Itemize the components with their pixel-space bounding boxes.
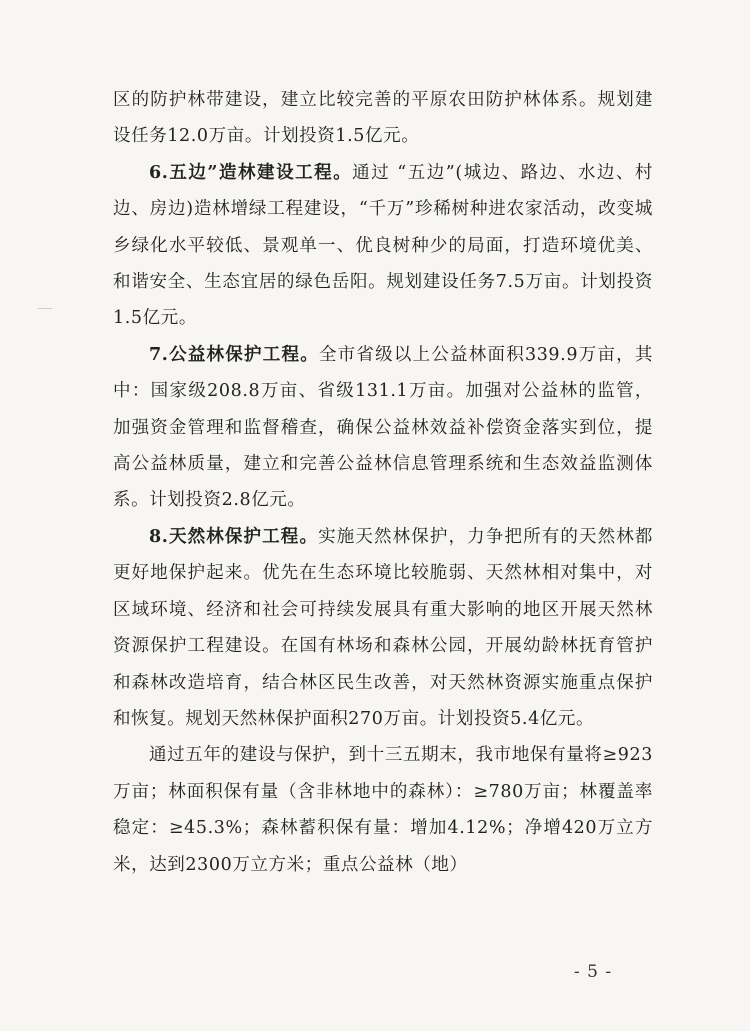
paragraph-1 bbox=[113, 82, 653, 155]
paragraph-2-heading: 6.五边”造林建设工程。 bbox=[149, 162, 353, 183]
paragraph-5-body: 通过五年的建设与保护，到十三五期末，我市地保有量将≥923万亩；林面积保有量（含非林地中的森林）：≥780万亩；林覆盖率稳定：≥45.3%；森林蓄积保有量：增加4.12%；净增420万立方米，达到2300万立方米；重点公益林（地） bbox=[113, 745, 653, 875]
scan-mark bbox=[38, 308, 52, 309]
paragraph-1-body: 区的防护林带建设，建立比较完善的平原农田防护林体系。规划建设任务12.0万亩。计划投资1.5亿元。 bbox=[113, 90, 653, 147]
document-content bbox=[113, 82, 653, 883]
paragraph-3-body: 全市省级以上公益林面积339.9万亩，其中：国家级208.8万亩、省级131.1万亩。加强对公益林的监管，加强资金管理和监督稽查，确保公益林效益补偿资金落实到位，提高公益林质量，建立和完善公益林信息管理系统和生态效益监测体系。计划投资2.8亿元。 bbox=[113, 344, 653, 511]
paragraph-3 bbox=[113, 337, 653, 519]
paragraph-4-heading: 8.天然林保护工程。 bbox=[149, 526, 319, 547]
paragraph-2 bbox=[113, 155, 653, 337]
page-number: - 5 - bbox=[574, 962, 613, 982]
paragraph-4 bbox=[113, 519, 653, 737]
paragraph-2-body: 通过 “五边”(城边、路边、水边、村边、房边)造林增绿工程建设，“千万”珍稀树种进农家活动，改变城乡绿化水平较低、景观单一、优良树种少的局面，打造环境优美、和谐安全、生态宜居的绿色岳阳。规划建设任务7.5万亩。计划投资1.5亿元。 bbox=[113, 162, 653, 329]
paragraph-4-body: 实施天然林保护，力争把所有的天然林都更好地保护起来。优先在生态环境比较脆弱、天然林相对集中，对区域环境、经济和社会可持续发展具有重大影响的地区开展天然林资源保护工程建设。在国有林场和森林公园，开展幼龄林抚育管护和森林改造培育，结合林区民生改善，对天然林资源实施重点保护和恢复。规划天然林保护面积270万亩。计划投资5.4亿元。 bbox=[113, 526, 653, 729]
paragraph-5 bbox=[113, 737, 653, 883]
paragraph-3-heading: 7.公益林保护工程。 bbox=[149, 344, 319, 365]
